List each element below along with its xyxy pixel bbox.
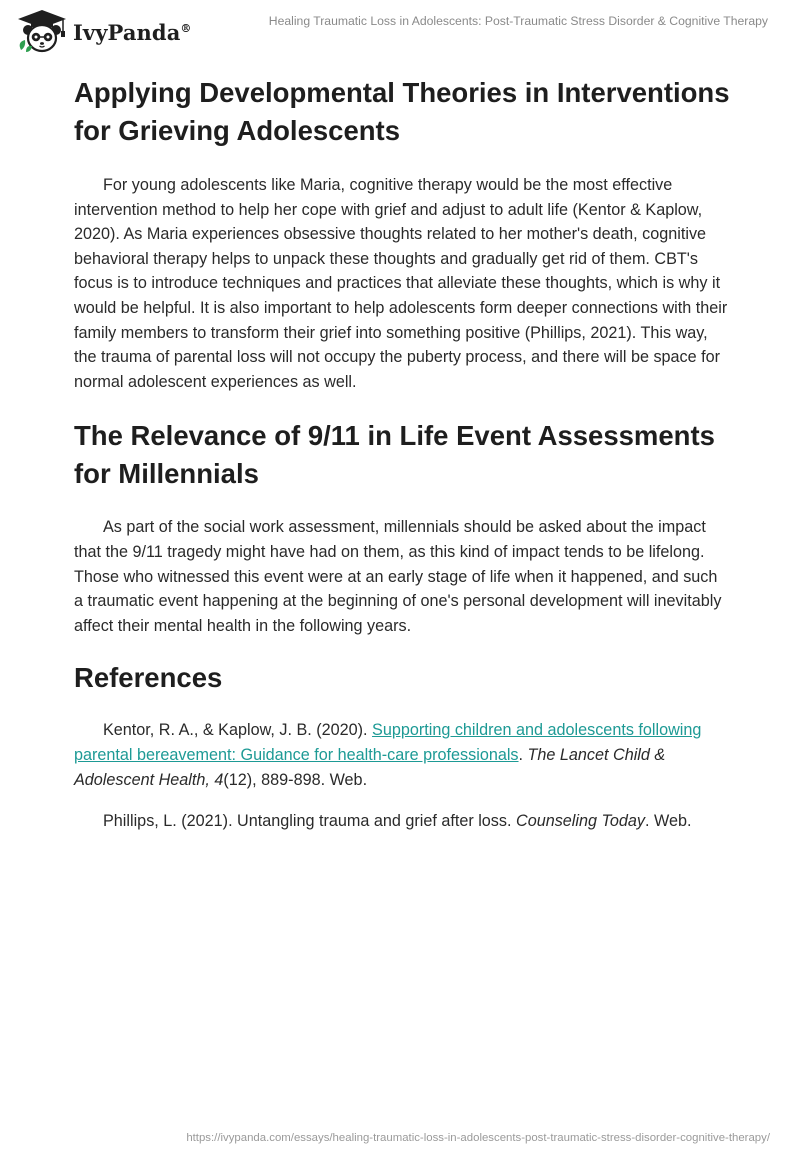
reference-item-kentor — [74, 718, 730, 792]
reference-authors: Phillips, L. (2021). Untangling trauma and grief after loss. — [103, 812, 516, 831]
reference-link-kentor[interactable]: Supporting children and adolescents following parental bereavement: Guidance for health-care professionals — [74, 721, 702, 764]
reference-authors: Kentor, R. A., & Kaplow, J. B. (2020). — [103, 721, 373, 740]
running-title: Healing Traumatic Loss in Adolescents: Post-Traumatic Stress Disorder & Cognitive Therapy — [268, 14, 768, 28]
reference-separator: . — [518, 745, 528, 764]
reference-tail: . Web. — [645, 812, 692, 831]
reference-item-phillips — [74, 809, 730, 834]
section-title-9-11-relevance: The Relevance of 9/11 in Life Event Assessments for Millennials — [74, 420, 715, 490]
reference-journal: Counseling Today — [516, 812, 645, 831]
registered-mark: ® — [180, 21, 192, 35]
reference-journal: The Lancet Child & Adolescent Health, 4 — [74, 745, 666, 789]
document-body — [74, 72, 730, 834]
brand-name: IvyPanda® — [73, 19, 192, 45]
section-title-developmental-theories: Applying Developmental Theories in Interventions for Grieving Adolescents — [74, 77, 730, 146]
references-title: References — [74, 662, 223, 694]
panda-graduate-icon — [14, 8, 70, 54]
page-header — [0, 0, 800, 60]
section-paragraph-9-11-relevance: As part of the social work assessment, millennials should be asked about the impact that the 9/11 tragedy might have had on them, as this kind of impact tends to be lifelong. Those who witnessed this event were at an early stage of life when it happened, and such a traumatic event happening at the beginning of one's personal development will inevitably affect their mental health in the following years. — [74, 518, 722, 635]
reference-tail: (12), 889-898. Web. — [223, 770, 368, 789]
section-paragraph-developmental-theories: For young adolescents like Maria, cognitive therapy would be the most effective intervention method to help her cope with grief and adjust to adult life (Kentor & Kaplow, 2020). As Maria experiences obsessive thoughts related to her mother's death, cognitive behavioral therapy helps to unpack these thoughts and gradually get rid of them. CBT's focus is to introduce techniques and practices that alleviate these thoughts, which is why it would be helpful. It is also important to help adolescents form deeper connections with their family members to transform their grief into something positive (Phillips, 2021). This way, the trauma of parental loss will not occupy the puberty process, and there will be space for normal adolescent experiences as well. — [74, 176, 728, 391]
ivypanda-logo[interactable] — [14, 8, 192, 54]
footer-url: https://ivypanda.com/essays/healing-traumatic-loss-in-adolescents-post-traumatic-stress-disorder-cognitive-therapy/ — [186, 1132, 770, 1144]
